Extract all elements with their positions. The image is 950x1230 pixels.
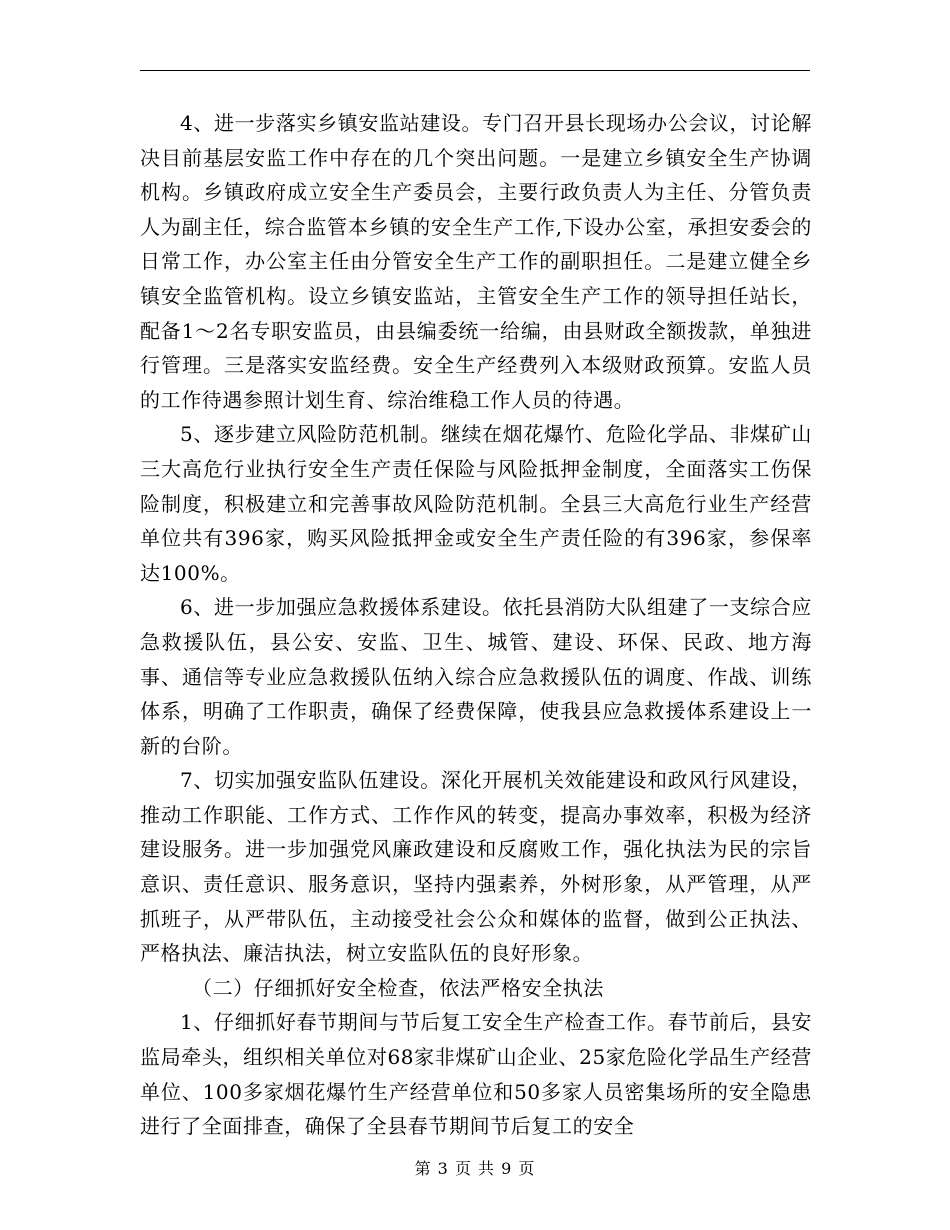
- paragraph-section-2-1: 1、仔细抓好春节期间与节后复工安全生产检查工作。春节前后，县安监局牵头，组织相关单位对68家非煤矿山企业、25家危险化学品生产经营单位、100多家烟花爆竹生产经营单位和50多家人员密集场所的安全隐患进行了全面排查，确保了全县春节期间节后复工的安全: [140, 1010, 812, 1139]
- page-number: 第 3 页 共 9 页: [414, 1159, 536, 1178]
- body-text: [140, 106, 812, 1144]
- header-rule: [140, 70, 810, 71]
- section-heading: （二）仔细抓好安全检查，依法严格安全执法: [192, 975, 604, 1000]
- paragraph-4: 4、进一步落实乡镇安监站建设。专门召开县长现场办公会议，讨论解决目前基层安监工作中存在的几个突出问题。一是建立乡镇安全生产协调机构。乡镇政府成立安全生产委员会，主要行政负责人为主任、分管负责人为副主任，综合监管本乡镇的安全生产工作,下设办公室，承担安委会的日常工作，办公室主任由分管安全生产工作的副职担任。二是建立健全乡镇安全监管机构。设立乡镇安监站，主管安全生产工作的领导担任站长，配备1～2名专职安监员，由县编委统一给编，由县财政全额拨款，单独进行管理。三是落实安监经费。安全生产经费列入本级财政预算。安监人员的工作待遇参照计划生育、综治维稳工作人员的待遇。: [140, 111, 812, 412]
- paragraph-5: 5、逐步建立风险防范机制。继续在烟花爆竹、危险化学品、非煤矿山三大高危行业执行安全生产责任保险与风险抵押金制度，全面落实工伤保险制度，积极建立和完善事故风险防范机制。全县三大高危行业生产经营单位共有396家，购买风险抵押金或安全生产责任险的有396家，参保率达100%。: [140, 422, 812, 585]
- paragraph-7: 7、切实加强安监队伍建设。深化开展机关效能建设和政风行风建设，推动工作职能、工作方式、工作作风的转变，提高办事效率，积极为经济建设服务。进一步加强党风廉政建设和反腐败工作，强化执法为民的宗旨意识、责任意识、服务意识，坚持内强素养，外树形象，从严管理，从严抓班子，从严带队伍，主动接受社会公众和媒体的监督，做到公正执法、严格执法、廉洁执法，树立安监队伍的良好形象。: [140, 768, 812, 966]
- paragraph-6: 6、进一步加强应急救援体系建设。依托县消防大队组建了一支综合应急救援队伍，县公安、安监、卫生、城管、建设、环保、民政、地方海事、通信等专业应急救援队伍纳入综合应急救援队伍的调度、作战、训练体系，明确了工作职责，确保了经费保障，使我县应急救援体系建设上一新的台阶。: [140, 595, 812, 758]
